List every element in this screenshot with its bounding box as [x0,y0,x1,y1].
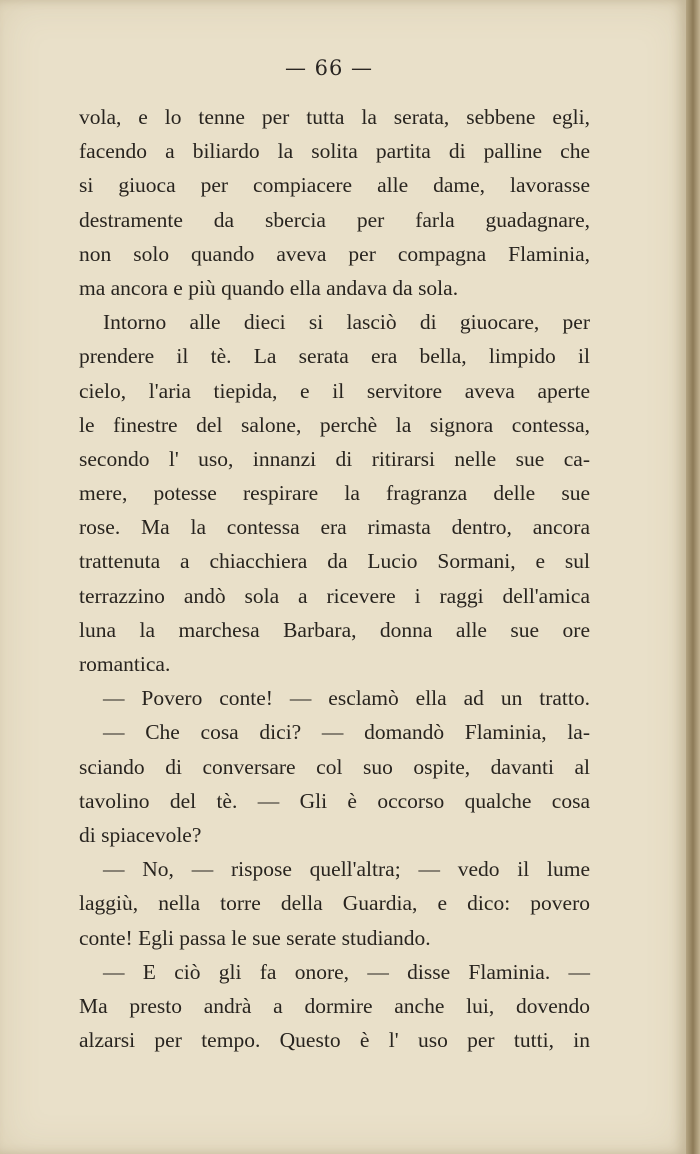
text-line: luna la marchesa Barbara, donna alle sue ore [79,617,590,642]
text-line: sciando di conversare col suo ospite, davanti al [79,754,590,779]
text-line: prendere il tè. La serata era bella, limpido il [79,344,590,369]
text-line: tavolino del tè. — Gli è occorso qualche cosa [79,788,590,813]
text-line: conte! Egli passa le sue serate studiando. [79,925,431,950]
text-line: laggiù, nella torre della Guardia, e dico: povero [79,891,590,916]
text-line: ma ancora e più quando ella andava da sola. [79,275,459,300]
text-line: destramente da sbercia per farla guadagnare, [79,207,590,232]
text-line: mere, potesse respirare la fragranza delle sue [79,481,590,506]
text-line: terrazzino andò sola a ricevere i raggi dell'amica [79,583,590,608]
text-line: rose. Ma la contessa era rimasta dentro, ancora [79,515,590,540]
text-line: non solo quando aveva per compagna Flaminia, [79,241,590,266]
text-line: cielo, l'aria tiepida, e il servitore aveva aperte [79,378,590,403]
text-line: Intorno alle dieci si lasciò di giuocare, per [103,310,590,335]
text-line: Ma presto andrà a dormire anche lui, dovendo [79,993,590,1018]
text-line: — E ciò gli fa onore, — disse Flaminia. — [103,959,590,984]
body-text [79,100,590,1057]
page-edge [686,0,700,1154]
text-line: facendo a biliardo la solita partita di palline che [79,139,590,164]
page-number: — 66 — [284,56,374,80]
text-line: alzarsi per tempo. Questo è l' uso per tutti, in [79,1028,590,1053]
text-line: — Che cosa dici? — domandò Flaminia, la- [103,720,590,745]
text-line: vola, e lo tenne per tutta la serata, sebbene egli, [79,105,590,129]
text-line: — No, — rispose quell'altra; — vedo il lume [103,857,590,882]
text-line: secondo l' uso, innanzi di ritirarsi nelle sue ca- [79,446,590,471]
text-line: di spiacevole? [79,822,202,847]
text-line: trattenuta a chiacchiera da Lucio Sormani, e sul [79,549,590,574]
text-line: le finestre del salone, perchè la signora contessa, [79,412,590,437]
text-line: — Povero conte! — esclamò ella ad un tratto. [103,686,590,711]
text-line: romantica. [79,652,171,676]
text-line: si giuoca per compiacere alle dame, lavorasse [79,173,590,198]
